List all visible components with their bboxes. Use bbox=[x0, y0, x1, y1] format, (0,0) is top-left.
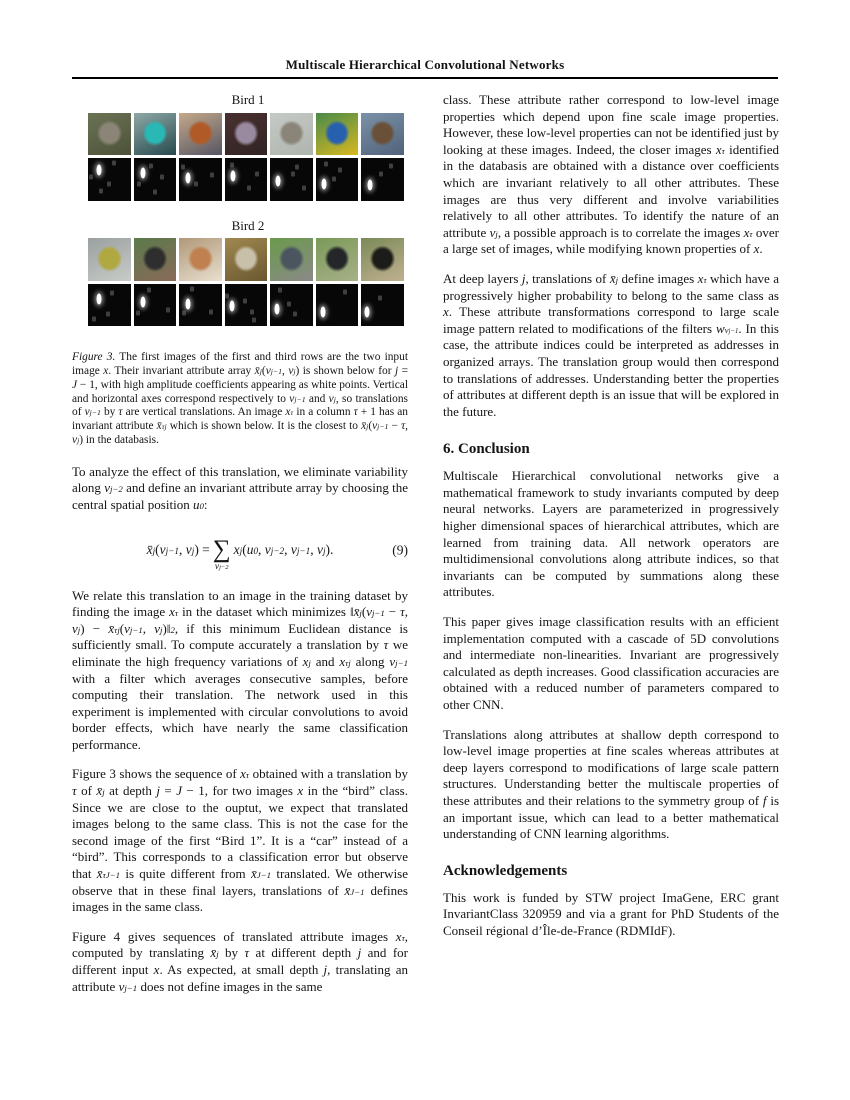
high-amplitude-coefficient bbox=[320, 306, 325, 317]
figure-thumb-brown-bird-bluegray-background bbox=[361, 113, 404, 156]
paragraph-conclusion-3: Translations along attributes at shallow depth correspond to low-level image properties at fine scales whereas attributes at deep layers correspond to modifications of large scale pattern structures. Understanding better the multiscale properties of these attributes and their relations to the symmetry group of f is an important issue, which can lead to a better mathematical understanding of CNN learning algorithms. bbox=[443, 726, 779, 842]
low-amplitude-coefficient bbox=[210, 173, 214, 178]
sigma-symbol: ∑ bbox=[212, 536, 231, 564]
low-amplitude-coefficient bbox=[389, 163, 393, 168]
low-amplitude-coefficient bbox=[250, 309, 254, 314]
low-amplitude-coefficient bbox=[230, 162, 234, 167]
attribute-map bbox=[134, 284, 177, 327]
attribute-map bbox=[270, 284, 313, 327]
attribute-map bbox=[270, 158, 313, 201]
low-amplitude-coefficient bbox=[147, 288, 151, 293]
high-amplitude-coefficient bbox=[140, 297, 145, 308]
low-amplitude-coefficient bbox=[291, 172, 295, 177]
paragraph-deep-layers: At deep layers j, translations of x̄j define images $x^\tau$ which have a progressively higher probability to belong to the same class as x. These attribute transformations correspond to large scale image pattern related to modifications of the filters wvj−1. In this case, the attribute indices could be interpreted as addresses in organized arrays. The translation group would then correspond to translations of addresses. Understanding better the properties of attributes at different depth is an issue that will be explored in the future. bbox=[443, 270, 779, 419]
high-amplitude-coefficient bbox=[322, 178, 327, 189]
figure3-bird2-group bbox=[72, 218, 408, 327]
high-amplitude-coefficient bbox=[367, 180, 372, 191]
attribute-map bbox=[225, 284, 268, 327]
paragraph-conclusion-1: Multiscale Hierarchical convolutional networks give a mathematical framework to study invariants computed by deep neural networks. Layers are parameterized in progressively higher dimensional spaces of hierarchical attributes, which are learned from training data. All network operators are multidimensional convolutions along attribute indices, so that invariants can be computed by summations along these attributes. bbox=[443, 468, 779, 600]
low-amplitude-coefficient bbox=[332, 177, 336, 182]
paper-running-title: Multiscale Hierarchical Convolutional Networks bbox=[285, 57, 565, 72]
figure-thumb-round-pale-bird bbox=[225, 238, 268, 281]
low-amplitude-coefficient bbox=[149, 163, 153, 168]
attribute-map bbox=[179, 158, 222, 201]
low-amplitude-coefficient bbox=[255, 172, 259, 177]
low-amplitude-coefficient bbox=[247, 185, 251, 190]
paragraph-low-level-properties: class. These attribute rather correspond to low-level image properties which depend upon fine scale image properties. However, these low-level properties can not be identified just by looking at these images. Indeed, the closer images $x^\tau$ identified in the databasis are obtained with a distance over coefficients which are invariant relatively to all other attributes. These images are thus very different and involve variabilities relatively to all other attributes. To identify the nature of an attribute vj, a possible approach is to correlate the images $x^\tau$ over a large set of images, while modifying known properties of x. bbox=[443, 92, 779, 257]
attribute-map bbox=[316, 284, 359, 327]
equation-number: (9) bbox=[392, 542, 408, 558]
figure-thumb-orange-headed-bird bbox=[179, 113, 222, 156]
paragraph-figure3-discussion: Figure 3 shows the sequence of $x^\tau$ obtained with a translation by τ of x̄j at depth j = J − 1, for two images x in the “bird” class. Since we are close to the ouptut, we expect that translated images belong to the same class. This is not the case for the second image of the first “Bird 1”. It is a “car” instead of a “bird”. This corresponds to a classification error but observe that x̄$^\tau$J−1 is quite different from x̄J−1 translated. We otherwise observe that in these final layers, translations of x̄J−1 defines images in the same class. bbox=[72, 766, 409, 915]
low-amplitude-coefficient bbox=[379, 172, 383, 177]
low-amplitude-coefficient bbox=[295, 164, 299, 169]
low-amplitude-coefficient bbox=[209, 309, 213, 314]
figure3-bird1-label: Bird 1 bbox=[231, 92, 265, 107]
high-amplitude-coefficient bbox=[97, 164, 102, 175]
low-amplitude-coefficient bbox=[181, 165, 185, 170]
paragraph-figure4-intro: Figure 4 gives sequences of translated attribute images $x^\tau$, computed by translating x̄j by τ at different depth j and for different input x. As expected, at small depth j, translating an attribute vj−1 does not define images in the same bbox=[72, 928, 409, 994]
attribute-map bbox=[88, 158, 131, 201]
low-amplitude-coefficient bbox=[166, 308, 170, 313]
equation-lhs: x̄j(vj−1, vj) = bbox=[146, 542, 210, 558]
figure3-caption: Figure 3. The first images of the first and third rows are the two input image x. Their invariant attribute array x̄j(vj−1, vj) is shown below for j = J − 1, with high amplitude coefficients appearing as white points. Vertical and horizontal axes correspond respectively to vj−1 and vj, so translations of vj−1 by τ are vertical translations. An image $x^\tau$ in a column τ + 1 has an invariant attribute x̄$^\tau$j which is shown below. It is the closest to x̄j(vj−1 − τ, vj) in the databasis. bbox=[72, 351, 408, 446]
section-heading-conclusion: 6. Conclusion bbox=[443, 441, 530, 458]
figure3-bird1-image-row bbox=[88, 113, 404, 156]
low-amplitude-coefficient bbox=[110, 291, 114, 296]
high-amplitude-coefficient bbox=[230, 300, 235, 311]
high-amplitude-coefficient bbox=[276, 176, 281, 187]
low-amplitude-coefficient bbox=[182, 311, 186, 316]
low-amplitude-coefficient bbox=[106, 312, 110, 317]
low-amplitude-coefficient bbox=[378, 296, 382, 301]
figure3-bird2-label: Bird 2 bbox=[231, 217, 265, 233]
low-amplitude-coefficient bbox=[278, 287, 282, 292]
attribute-map bbox=[134, 158, 177, 201]
figure-thumb-magpie-on-grass bbox=[316, 238, 359, 281]
low-amplitude-coefficient bbox=[136, 311, 140, 316]
high-amplitude-coefficient bbox=[140, 168, 145, 179]
high-amplitude-coefficient bbox=[185, 299, 190, 310]
summation bbox=[212, 536, 231, 572]
attribute-map bbox=[88, 284, 131, 327]
header-rule bbox=[72, 77, 778, 79]
figure-thumb-gray-bird-light-background bbox=[270, 113, 313, 156]
paragraph-dataset-translation: We relate this translation to an image in the training dataset by finding the image $x^\tau$ in the dataset which minimizes ‖x̄j(vj−1 − τ, vj) − x̄$^\tau$j(vj−1, vj)‖2, if this minimum Euclidean distance is sufficiently small. To compute accurately a translation by τ we eliminate the high frequency variations of xj and $x^\tau j$ along vj−1 with a filter which averages consecutive samples, before computing their translation. The network used in this experiment is implemented with circular convolutions to avoid border effects, which have nearly the same classification performance. bbox=[72, 587, 409, 752]
figure3-bird2-attribute-map-row bbox=[88, 284, 404, 327]
high-amplitude-coefficient bbox=[185, 173, 190, 184]
low-amplitude-coefficient bbox=[343, 290, 347, 295]
paragraph-acknowledgements: This work is funded by STW project ImaGene, ERC grant InvariantClass 320959 and via a grant for PhD Students of the Conseil régional d’Île-de-France (RDMIdF). bbox=[443, 889, 779, 938]
low-amplitude-coefficient bbox=[302, 185, 306, 190]
low-amplitude-coefficient bbox=[293, 312, 297, 317]
low-amplitude-coefficient bbox=[137, 182, 141, 187]
high-amplitude-coefficient bbox=[231, 170, 236, 181]
low-amplitude-coefficient bbox=[243, 298, 247, 303]
attribute-map bbox=[316, 158, 359, 201]
summation-index: vj−2 bbox=[214, 561, 229, 572]
attribute-map bbox=[179, 284, 222, 327]
left-column bbox=[72, 92, 408, 995]
right-column bbox=[443, 92, 779, 940]
figure3 bbox=[72, 92, 408, 448]
attribute-map bbox=[361, 284, 404, 327]
low-amplitude-coefficient bbox=[225, 293, 229, 298]
figure-thumb-bird-on-mossy-ground bbox=[88, 113, 131, 156]
figure-thumb-purple-bird-dark-background bbox=[225, 113, 268, 156]
attribute-map bbox=[225, 158, 268, 201]
figure-thumb-dark-burrow-in-grass bbox=[361, 238, 404, 281]
low-amplitude-coefficient bbox=[92, 317, 96, 322]
paragraph-conclusion-2: This paper gives image classification results with an efficient implementation computed with a cascade of 5D convolutions and intermediate non-linearities. Invariant are progressively calculated as depth increases. Good classification accuracies are obtained with a reduced number of parameters compared to other CNN. bbox=[443, 614, 779, 712]
figure3-bird2-image-row bbox=[88, 238, 404, 281]
low-amplitude-coefficient bbox=[153, 190, 157, 195]
figure-thumb-bird-on-grass-rock bbox=[270, 238, 313, 281]
low-amplitude-coefficient bbox=[338, 167, 342, 172]
figure-thumb-rufous-bird-head-closeup bbox=[179, 238, 222, 281]
figure-thumb-yellow-eyering-bird-closeup bbox=[88, 238, 131, 281]
low-amplitude-coefficient bbox=[160, 174, 164, 179]
figure-thumb-teal-car bbox=[134, 113, 177, 156]
paragraph-translation-analysis: To analyze the effect of this translation, we eliminate variability along vj−2 and define an invariant attribute array by choosing the central spatial position u0: bbox=[72, 463, 408, 512]
equation-9 bbox=[72, 527, 408, 575]
figure3-bird1-attribute-map-row bbox=[88, 158, 404, 201]
low-amplitude-coefficient bbox=[107, 182, 111, 187]
high-amplitude-coefficient bbox=[97, 293, 102, 304]
low-amplitude-coefficient bbox=[287, 302, 291, 307]
low-amplitude-coefficient bbox=[252, 318, 256, 323]
low-amplitude-coefficient bbox=[112, 161, 116, 166]
low-amplitude-coefficient bbox=[194, 182, 198, 187]
figure-thumb-blue-yellow-macaw bbox=[316, 113, 359, 156]
equation-rhs: xj(u0, vj−2, vj−1, vj). bbox=[233, 542, 334, 558]
low-amplitude-coefficient bbox=[324, 162, 328, 167]
low-amplitude-coefficient bbox=[89, 174, 93, 179]
high-amplitude-coefficient bbox=[275, 304, 280, 315]
low-amplitude-coefficient bbox=[190, 286, 194, 291]
figure3-bird1-group bbox=[72, 92, 408, 201]
attribute-map bbox=[361, 158, 404, 201]
low-amplitude-coefficient bbox=[99, 189, 103, 194]
high-amplitude-coefficient bbox=[364, 306, 369, 317]
figure-thumb-dark-bird-foliage bbox=[134, 238, 177, 281]
section-heading-acknowledgements: Acknowledgements bbox=[443, 862, 568, 879]
